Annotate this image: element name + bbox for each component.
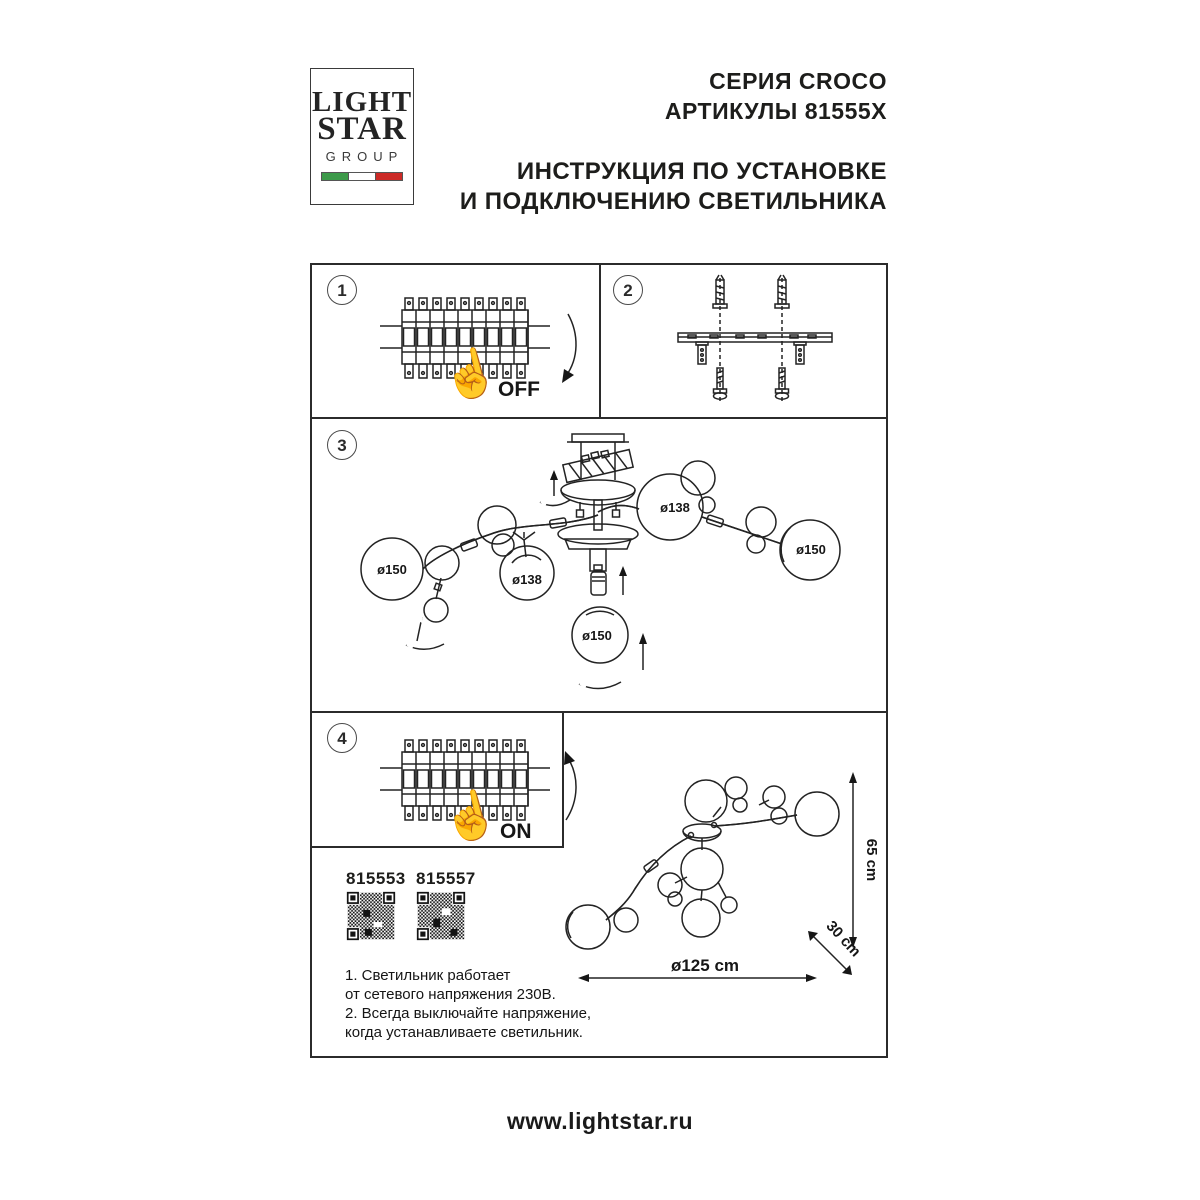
depth-dim-label: 30 cm: [822, 917, 865, 961]
central-stem: [558, 524, 638, 595]
note-line: когда устанавливаете светильник.: [345, 1024, 583, 1041]
note-line: 2. Всегда выключайте напряжение,: [345, 1005, 592, 1022]
logo-word-star: STAR: [317, 111, 407, 147]
italian-flag-bar: [321, 172, 403, 181]
safety-notes: [345, 966, 591, 1042]
hand-icon: ☝: [435, 341, 504, 406]
grid-col-divider: [599, 263, 601, 419]
note-line: от сетевого напряжения 230В.: [345, 986, 556, 1003]
step2-bracket-drawing: [640, 272, 865, 412]
note-line: 1. Светильник работает: [345, 967, 511, 984]
arrow-down-curve: [566, 314, 576, 376]
step1-breaker-drawing: [372, 288, 587, 410]
articles-title: АРТИКУЛЫ 81555X: [664, 98, 887, 124]
label-sphere-midleft: ø138: [512, 572, 542, 587]
label-sphere-midright: ø138: [660, 500, 690, 515]
label-sphere-right: ø150: [796, 542, 826, 557]
label-sphere-left: ø150: [377, 562, 407, 577]
flag-green: [322, 173, 349, 180]
step3-number: 3: [327, 430, 357, 460]
label-sphere-bottom: ø150: [582, 628, 612, 643]
diameter-dim-label: ø125 cm: [670, 956, 740, 975]
bracket-clip-left: [696, 342, 708, 364]
step1-switch-label: OFF: [498, 378, 540, 401]
logo-word-group: GROUP: [325, 149, 404, 164]
article-number-1: 815553: [346, 869, 406, 888]
flag-red: [375, 173, 402, 180]
mounting-bracket: [678, 333, 832, 342]
wall-plug-left: [713, 275, 727, 308]
height-dim-label: 65 cm: [863, 838, 880, 882]
instruction-title-line2: И ПОДКЛЮЧЕНИЮ СВЕТИЛЬНИКА: [459, 188, 887, 215]
article-number-2: 815557: [416, 869, 476, 888]
step4-breaker-drawing: [372, 730, 587, 852]
instruction-title-line1: ИНСТРУКЦИЯ ПО УСТАНОВКЕ: [516, 158, 887, 185]
wall-plug-right: [775, 275, 789, 308]
qr-code-815553: [346, 891, 396, 941]
terminal-block: [562, 445, 633, 483]
step4-switch-label: ON: [500, 820, 532, 843]
bracket-clip-right: [794, 342, 806, 364]
logo-word-light: LIGHT: [311, 86, 413, 118]
persp-left-arm: [606, 836, 691, 920]
series-title: СЕРИЯ CROCO: [709, 68, 887, 94]
flag-white: [349, 173, 375, 180]
dimension-drawing: [563, 712, 888, 1058]
lightstar-logo: [310, 68, 414, 205]
bulb: [591, 572, 606, 595]
step3-assembly-drawing: [311, 420, 886, 710]
header-text: [460, 66, 887, 217]
website-url: www.lightstar.ru: [506, 1108, 694, 1134]
step1-number: 1: [327, 275, 357, 305]
qr-code-815557: [416, 891, 466, 941]
step4-number: 4: [327, 723, 357, 753]
persp-canopy: [683, 824, 721, 838]
step2-number: 2: [613, 275, 643, 305]
hand-icon: ☝: [435, 783, 504, 848]
